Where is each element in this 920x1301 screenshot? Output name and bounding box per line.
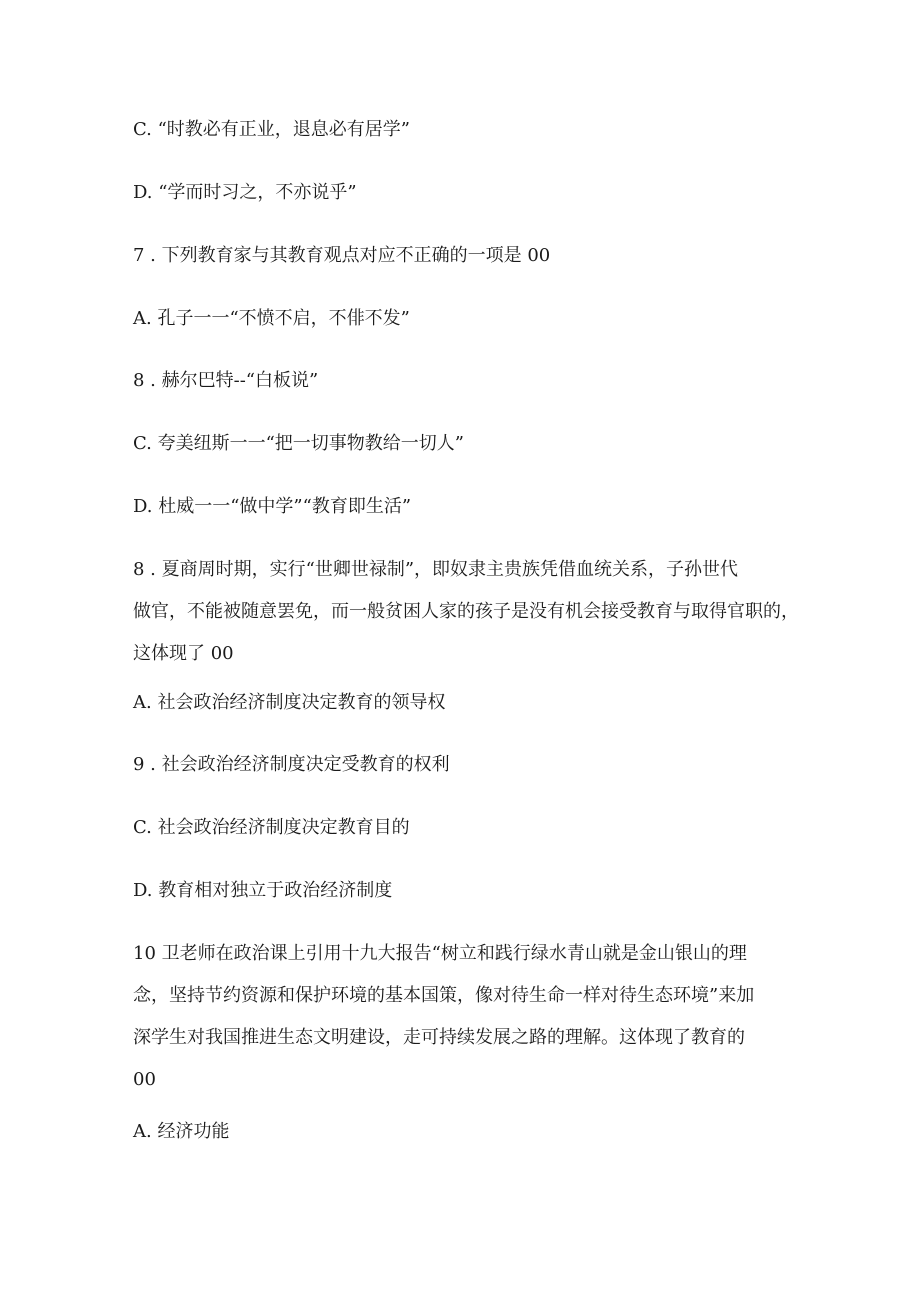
question-8-option-a: A. 社会政治经济制度决定教育的领导权 <box>133 692 446 713</box>
question-7-option-a: A. 孔子一一“不愤不启，不俳不发” <box>133 308 410 329</box>
question-10-line-3: 深学生对我国推进生态文明建设，走可持续发展之路的理解。这体现了教育的 <box>133 1027 745 1048</box>
question-10 <box>133 933 793 1101</box>
question-10-line-4: 00 <box>133 1069 156 1090</box>
option-d-line: D. “学而时习之，不亦说乎” <box>133 182 357 203</box>
question-8-line-3: 这体现了 00 <box>133 643 234 664</box>
question-7-option-b: 8 . 赫尔巴特--“白板说” <box>133 370 319 391</box>
question-8-option-b: 9 . 社会政治经济制度决定受教育的权利 <box>133 754 450 775</box>
question-7: 7 . 下列教育家与其教育观点对应不正确的一项是 00 <box>133 245 551 266</box>
question-8-line-1: 8 . 夏商周时期，实行“世卿世禄制”，即奴隶主贵族凭借血统关系，子孙世代 <box>133 559 739 580</box>
question-8-option-c: C. 社会政治经济制度决定教育目的 <box>133 817 410 838</box>
question-10-option-a: A. 经济功能 <box>133 1121 230 1142</box>
question-8-line-2: 做官，不能被随意罢免，而一般贫困人家的孩子是没有机会接受教育与取得官职的， <box>133 601 799 622</box>
question-8-option-d: D. 教育相对独立于政治经济制度 <box>133 880 393 901</box>
question-8 <box>133 549 799 675</box>
question-7-option-d: D. 杜威一一“做中学”“教育即生活” <box>133 496 412 517</box>
question-10-line-1: 10 卫老师在政治课上引用十九大报告“树立和践行绿水青山就是金山银山的理 <box>133 943 747 964</box>
question-10-line-2: 念，坚持节约资源和保护环境的基本国策，像对待生命一样对待生态环境”来加 <box>133 985 755 1006</box>
option-c-line: C. “时教必有正业，退息必有居学” <box>133 119 410 140</box>
question-7-option-c: C. 夸美纽斯一一“把一切事物教给一切人” <box>133 433 464 454</box>
